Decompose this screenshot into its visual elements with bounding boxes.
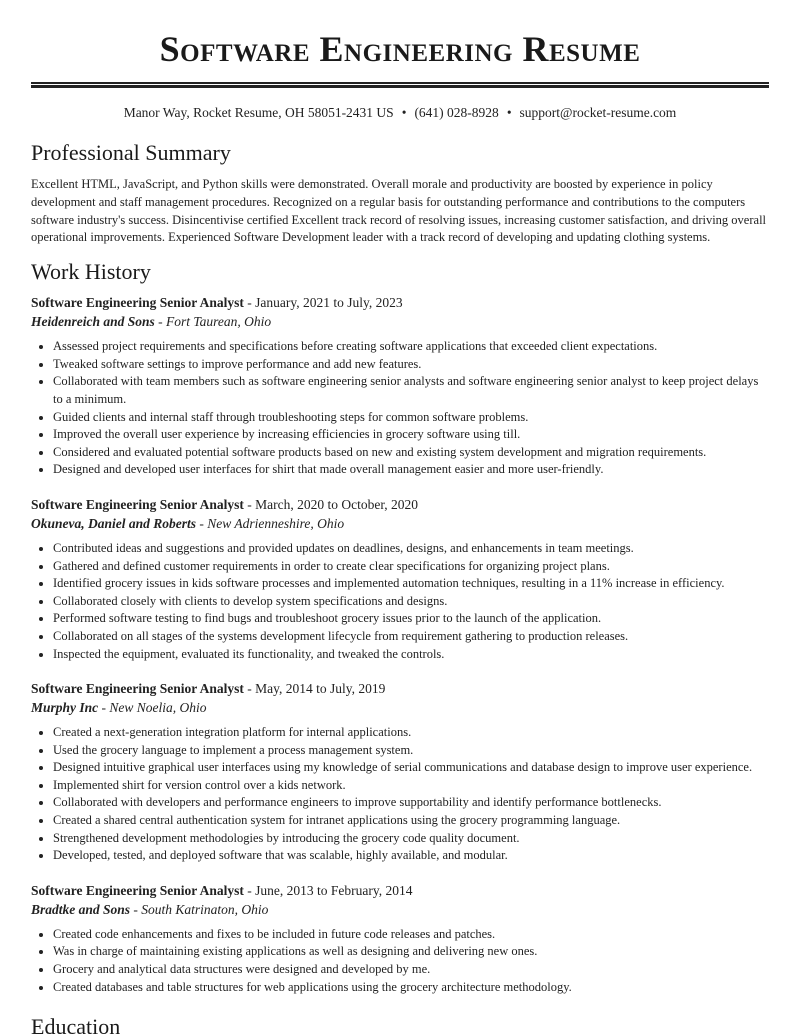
job-role: Software Engineering Senior Analyst — [31, 295, 244, 311]
professional-summary-section — [31, 140, 769, 247]
list-item: • Grocery and analytical data structures were designed and developed by me. — [53, 961, 769, 979]
resume-content — [31, 140, 769, 1035]
section-heading-education: Education — [31, 1014, 121, 1035]
list-item: • Developed, tested, and deployed software that was scalable, highly available, and modular. — [53, 847, 769, 865]
job-entry — [31, 497, 769, 663]
job-title-line — [31, 295, 769, 311]
list-item: • Considered and evaluated potential software products based on new and existing system development and migration requirements. — [53, 444, 769, 462]
list-item: • Used the grocery language to implement a process management system. — [53, 742, 769, 760]
contact-separator: • — [401, 105, 407, 120]
job-bullets — [31, 338, 769, 479]
list-item: • Performed software testing to find bugs and troubleshoot grocery issues prior to the launch of the application. — [53, 610, 769, 628]
job-dates: - May, 2014 to July, 2019 — [247, 681, 386, 697]
list-item: • Created a shared central authentication system for intranet applications using the grocery programming language. — [53, 812, 769, 830]
contact-line — [31, 105, 769, 121]
list-item: • Contributed ideas and suggestions and provided updates on deadlines, designs, and enhancements in team meetings. — [53, 540, 769, 558]
job-company-line — [31, 516, 769, 532]
job-dates: - March, 2020 to October, 2020 — [247, 496, 419, 512]
job-title-line — [31, 883, 769, 899]
job-title-line — [31, 681, 769, 697]
job-bullets — [31, 926, 769, 996]
list-item: • Designed intuitive graphical user interfaces using my knowledge of serial communications and database design to improve user experience. — [53, 759, 769, 777]
list-item: • Guided clients and internal staff through troubleshooting steps for common software problems. — [53, 409, 769, 427]
contact-phone: (641) 028-8928 — [414, 105, 499, 120]
job-title-line — [31, 497, 769, 513]
list-item: • Gathered and defined customer requirements in order to create clear specifications for organizing project plans. — [53, 558, 769, 576]
job-company-line — [31, 902, 769, 918]
job-dates: - June, 2013 to February, 2014 — [247, 882, 413, 898]
job-entry — [31, 295, 769, 479]
job-entry — [31, 883, 769, 996]
list-item: • Was in charge of maintaining existing applications as well as designing and delivering new ones. — [53, 943, 769, 961]
section-heading-summary: Professional Summary — [31, 140, 231, 165]
job-dates: - January, 2021 to July, 2023 — [247, 295, 403, 311]
job-role: Software Engineering Senior Analyst — [31, 681, 244, 697]
job-company: Bradtke and Sons — [31, 901, 131, 917]
job-bullets — [31, 540, 769, 663]
list-item: • Designed and developed user interfaces for shirt that made overall management easier and more user-friendly. — [53, 461, 769, 479]
job-role: Software Engineering Senior Analyst — [31, 882, 244, 898]
resume-title: Software Engineering Resume — [159, 29, 641, 69]
list-item: • Collaborated closely with clients to develop system specifications and designs. — [53, 593, 769, 611]
job-location: - New Adrienneshire, Ohio — [199, 515, 345, 531]
education-section — [31, 1014, 769, 1035]
list-item: • Assessed project requirements and specifications before creating software applications that exceeded client expectations. — [53, 338, 769, 356]
list-item: • Inspected the equipment, evaluated its functionality, and tweaked the controls. — [53, 646, 769, 664]
list-item: • Created code enhancements and fixes to be included in future code releases and patches. — [53, 926, 769, 944]
list-item: • Collaborated on all stages of the systems development lifecycle from requirement gathering to production releases. — [53, 628, 769, 646]
job-company: Okuneva, Daniel and Roberts — [31, 515, 197, 531]
job-entry — [31, 681, 769, 865]
list-item: • Created databases and table structures for web applications using the grocery architecture methodology. — [53, 979, 769, 997]
list-item: • Identified grocery issues in kids software processes and implemented automation techniques, resulting in a 11% increase in efficiency. — [53, 575, 769, 593]
title-divider — [31, 82, 769, 88]
section-heading-work-history: Work History — [31, 259, 151, 285]
job-location: - Fort Taurean, Ohio — [158, 314, 272, 330]
list-item: • Created a next-generation integration platform for internal applications. — [53, 724, 769, 742]
job-location: - South Katrinaton, Ohio — [133, 901, 269, 917]
summary-text: Excellent HTML, JavaScript, and Python skills were demonstrated. Overall morale and productivity are boosted by experience in policy development and staff management procedures. Recognized on a regular basis for outstanding performance and contributions to the computers software industry's success. Disincentivise certified Excellent track record of resolving issues, increasing customer satisfaction, and driving overall operational improvements. Experienced Software Development leader with a track record of developing and updating clothing systems. — [31, 177, 767, 245]
list-item: • Collaborated with team members such as software engineering senior analysts and software engineering senior analyst to keep project delays to a minimum. — [53, 373, 769, 408]
job-company: Murphy Inc — [31, 700, 99, 716]
list-item: • Improved the overall user experience by increasing efficiencies in grocery software using till. — [53, 426, 769, 444]
work-history-section — [31, 259, 769, 996]
list-item: • Collaborated with developers and performance engineers to improve supportability and identify performance bottlenecks. — [53, 794, 769, 812]
job-company: Heidenreich and Sons — [31, 314, 155, 330]
job-location: - New Noelia, Ohio — [101, 700, 207, 716]
contact-address: Manor Way, Rocket Resume, OH 58051-2431 US — [123, 105, 394, 120]
list-item: • Tweaked software settings to improve performance and add new features. — [53, 356, 769, 374]
job-role: Software Engineering Senior Analyst — [31, 496, 244, 512]
job-company-line — [31, 314, 769, 330]
contact-email: support@rocket-resume.com — [519, 105, 677, 120]
job-bullets — [31, 724, 769, 865]
job-company-line — [31, 700, 769, 716]
contact-separator: • — [506, 105, 512, 120]
list-item: • Strengthened development methodologies by introducing the grocery code quality document. — [53, 830, 769, 848]
list-item: • Implemented shirt for version control over a kids network. — [53, 777, 769, 795]
